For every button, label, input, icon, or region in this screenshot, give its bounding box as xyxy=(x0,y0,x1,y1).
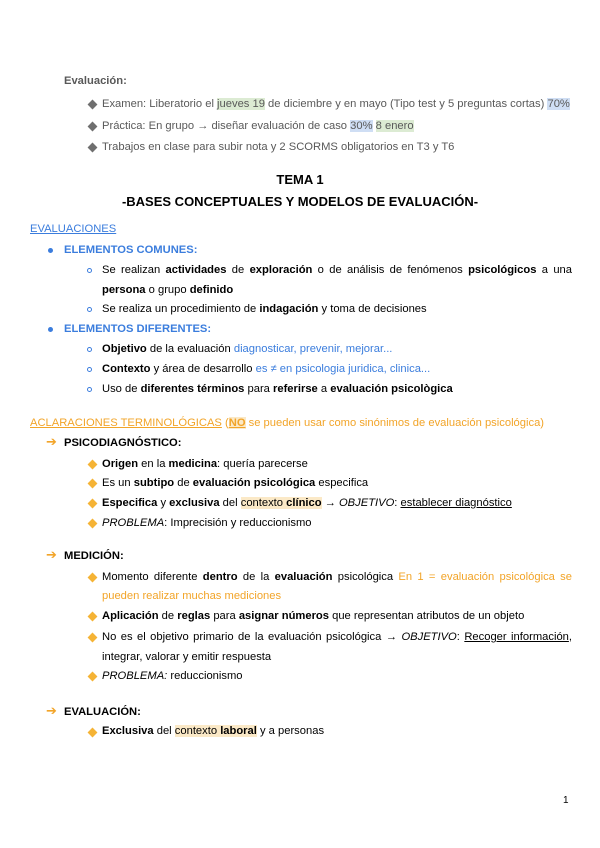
different-item-1: Objetivo de la evaluación diagnosticar, prevenir, mejorar... xyxy=(102,343,393,355)
evaluation-heading: EVALUACIÓN: xyxy=(64,706,141,718)
evaluation-item-1: Exclusiva del contexto laboral y a personas xyxy=(102,725,325,737)
diamond-bullet-icon xyxy=(88,573,98,583)
psychodiagnostic-heading: PSICODIAGNÓSTICO: xyxy=(64,437,182,449)
common-item-2: Se realiza un procedimiento de indagación y toma de decisiones xyxy=(102,303,427,315)
diamond-bullet-icon xyxy=(88,612,98,622)
measurement-item-2: Aplicación de reglas para asignar números que representan atributos de un objeto xyxy=(102,610,525,622)
measurement-item-1: Momento diferente dentro de la evaluación psicológica En 1 = evaluación psicológica se xyxy=(102,571,572,583)
page-number: 1 xyxy=(563,795,569,806)
common-heading: ELEMENTOS COMUNES: xyxy=(64,244,198,256)
bullet-dot-icon xyxy=(48,248,53,253)
circle-bullet-icon xyxy=(87,347,92,352)
common-item-1: Se realizan actividades de exploración o de análisis de fenómenos psicológicos a una xyxy=(102,264,572,276)
bullet-dot-icon xyxy=(48,327,53,332)
diamond-bullet-icon xyxy=(88,499,98,509)
topic-title: TEMA 1 xyxy=(276,172,324,187)
common-item-1-cont: persona o grupo definido xyxy=(102,284,234,296)
measurement-item-1-cont: pueden realizar muchas mediciones xyxy=(102,590,282,602)
exam-line: Examen: Liberatorio el jueves 19 de diciembre y en mayo (Tipo test y 5 preguntas cortas) 70% xyxy=(102,98,570,110)
section-evaluaciones: EVALUACIONES xyxy=(30,223,117,235)
diamond-bullet-icon xyxy=(88,728,98,738)
diamond-bullet-icon xyxy=(88,460,98,470)
diamond-bullet-icon xyxy=(88,672,98,682)
circle-bullet-icon xyxy=(87,367,92,372)
psychodiagnostic-item-3: Especifica y exclusiva del contexto clínico → OBJETIVO: establecer diagnóstico xyxy=(102,497,512,509)
psychodiagnostic-item-2: Es un subtipo de evaluación psicológica especifica xyxy=(102,477,369,489)
measurement-item-4: PROBLEMA: reduccionismo xyxy=(102,670,243,682)
arrow-right-icon: ➔ xyxy=(46,703,57,718)
circle-bullet-icon xyxy=(87,268,92,273)
different-item-2: Contexto y área de desarrollo es ≠ en psicologia juridica, clinica... xyxy=(102,363,431,375)
psychodiagnostic-item-1: Origen en la medicina: quería parecerse xyxy=(102,458,308,470)
psychodiagnostic-item-4: PROBLEMA: Imprecisión y reduccionismo xyxy=(102,517,312,529)
diamond-bullet-icon xyxy=(88,143,98,153)
measurement-item-3: No es el objetivo primario de la evaluación psicológica → OBJETIVO: Recoger información, xyxy=(102,631,572,643)
topic-subtitle: -BASES CONCEPTUALES Y MODELOS DE EVALUACIÓN- xyxy=(121,194,479,209)
diamond-bullet-icon xyxy=(88,100,98,110)
measurement-heading: MEDICIÓN: xyxy=(64,550,124,562)
practice-line: Práctica: En grupo → diseñar evaluación de caso 30% 8 enero xyxy=(102,120,414,132)
measurement-item-3-cont: integrar, valorar y emitir respuesta xyxy=(102,651,272,663)
clarifications-heading: ACLARACIONES TERMINOLÓGICAS (NO se pueden usar como sinónimos de evaluación psicológica) xyxy=(30,417,545,429)
evaluation-header: Evaluación: xyxy=(64,75,127,87)
circle-bullet-icon xyxy=(87,307,92,312)
diamond-bullet-icon xyxy=(88,122,98,132)
work-line: Trabajos en clase para subir nota y 2 SCORMS obligatorios en T3 y T6 xyxy=(102,141,455,153)
different-item-3: Uso de diferentes términos para referirse a evaluación psicològica xyxy=(102,383,453,395)
arrow-right-icon: ➔ xyxy=(46,547,57,562)
different-heading: ELEMENTOS DIFERENTES: xyxy=(64,323,212,335)
diamond-bullet-icon xyxy=(88,633,98,643)
diamond-bullet-icon xyxy=(88,479,98,489)
circle-bullet-icon xyxy=(87,387,92,392)
diamond-bullet-icon xyxy=(88,519,98,529)
arrow-right-icon: ➔ xyxy=(46,434,57,449)
